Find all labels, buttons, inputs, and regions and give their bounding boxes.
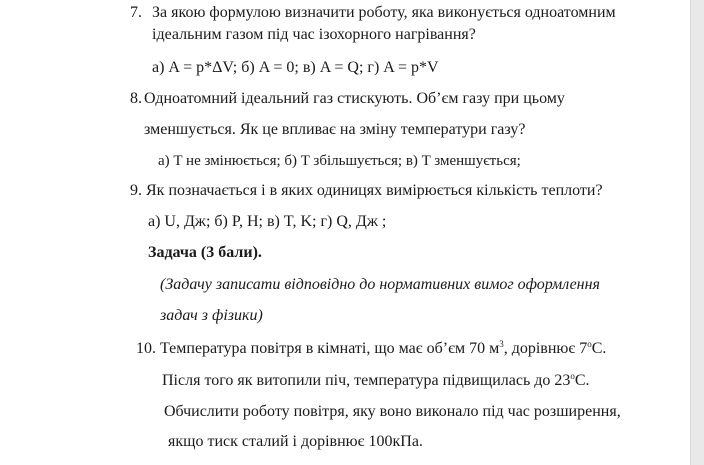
q7-text-line2: ідеальним газом під час ізохорного нагрівання? [152,26,476,43]
task-note-line1: (Задачу записати відповідно до нормативних вимог оформлення [160,276,600,293]
q10-text-line2: Після того як витопили піч, температура підвищилась до $23^оС$. [162,371,590,389]
page-edge [690,0,704,465]
q7-number: 7. [130,4,142,21]
q10-text-line3: Обчислити роботу повітря, яку воно виконало під час розширення, [164,403,621,420]
q10-text-line1: Температура повітря в кімнаті, що має об’єм 70 $м^3$, дорівнює $7^оС$. [160,339,607,357]
q9-number: 9. [130,182,142,199]
q8-number: 8. [130,90,142,107]
q10-number: 10. [136,340,156,357]
task-note-line2: задач з фізики) [160,307,263,324]
q8-text-line1: Одноатомний ідеальний газ стискують. Об’єм газу при цьому [144,90,565,107]
q8-text-line2: зменшується. Як це впливає на зміну температури газу? [144,121,526,138]
task-title: Задача (3 бали). [148,244,262,261]
q7-text-line1: За якою формулою визначити роботу, яка виконується одноатомним [152,4,616,21]
q7-options: а) A = p*ΔV; б) A = 0; в) A = Q; г) A = p*V [152,59,439,76]
q8-options: а) T не змінюється; б) T збільшується; в) T зменшується; [158,153,521,169]
q9-options: а) U, Дж; б) P, H; в) T, K; г) Q, Дж ; [148,213,387,230]
q10-text-line4: якщо тиск сталий і дорівнює 100кПа. [168,433,423,450]
q9-text-line1: Як позначається і в яких одиницях вимірюється кількість теплоти? [146,182,603,199]
